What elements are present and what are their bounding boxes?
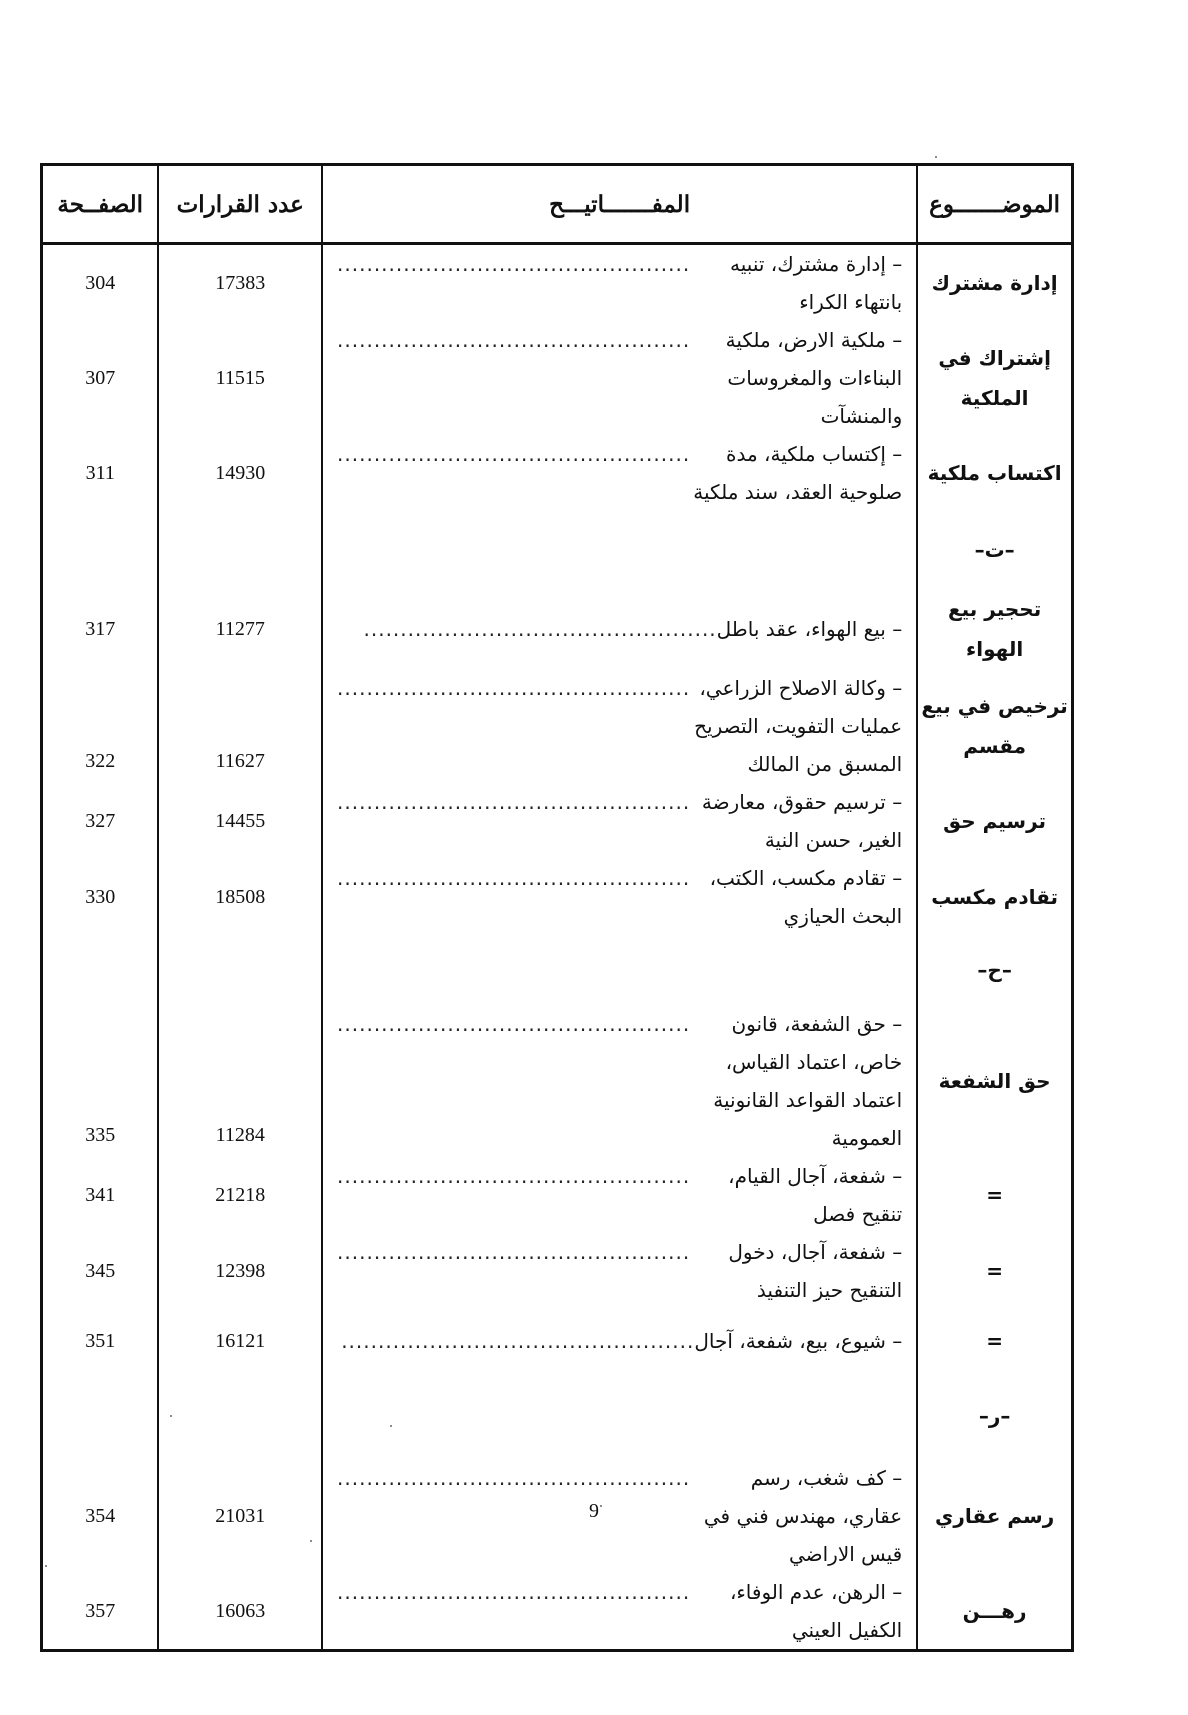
row-topic: رسم عقاري: [917, 1459, 1072, 1573]
leader-dots: ................................................: [337, 1466, 691, 1490]
scan-speck: [935, 156, 937, 158]
keywords-text: – ترسيم حقوق، معارضة الغير، حسن النية: [701, 790, 903, 852]
keywords-text: – شيوع، بيع، شفعة، آجال: [694, 1329, 903, 1353]
leader-dots: ................................................: [337, 1012, 691, 1036]
section-letter: –ر–: [917, 1373, 1072, 1459]
row-count: 11627: [158, 669, 322, 783]
row-keywords: [322, 1005, 917, 1157]
keywords-text: – وكالة الاصلاح الزراعي، عمليات التفويت، التصريح المسبق من المالك: [694, 676, 903, 776]
table-row: [42, 321, 1073, 435]
row-topic: تقادم مكسب: [917, 859, 1072, 935]
row-page: 304: [42, 244, 159, 322]
row-page: 317: [42, 589, 159, 669]
leader-dots: ................................................: [337, 1164, 691, 1188]
section-letter-row: [42, 1373, 1073, 1459]
row-page: 357: [42, 1573, 159, 1651]
row-page: 311: [42, 435, 159, 511]
keywords-text: – إدارة مشترك، تنبيه بانتهاء الكراء: [730, 252, 903, 314]
row-topic: رهـــن: [917, 1573, 1072, 1651]
row-keywords: [322, 589, 917, 669]
header-count: عدد القرارات: [158, 165, 322, 244]
row-keywords: [322, 859, 917, 935]
index-table: [40, 163, 1074, 1652]
row-keywords: [322, 244, 917, 322]
table-row: [42, 783, 1073, 859]
leader-dots: ................................................: [337, 328, 691, 352]
table-row: [42, 1233, 1073, 1309]
table-row: [42, 859, 1073, 935]
row-keywords: [322, 669, 917, 783]
row-count: 11515: [158, 321, 322, 435]
table-body: [42, 244, 1073, 1651]
row-topic: =: [917, 1309, 1072, 1373]
leader-dots: ................................................: [363, 617, 717, 641]
keywords-text: – ملكية الارض، ملكية البناءات والمغروسات والمنشآت: [725, 328, 903, 428]
scan-speck: [170, 1415, 172, 1417]
row-page: 354: [42, 1459, 159, 1573]
row-topic: حق الشفعة: [917, 1005, 1072, 1157]
keywords-text: – إكتساب ملكية، مدة صلوحية العقد، سند ملكية: [693, 442, 903, 504]
section-letter-row: [42, 511, 1073, 589]
row-count: 16063: [158, 1573, 322, 1651]
table-row: [42, 244, 1073, 322]
leader-dots: ................................................: [337, 866, 691, 890]
table-row: [42, 1157, 1073, 1233]
leader-dots: ................................................: [337, 252, 691, 276]
scan-speck: [600, 1505, 602, 1507]
row-page: 335: [42, 1005, 159, 1157]
section-letter: –ح–: [917, 935, 1072, 1005]
row-count: 11284: [158, 1005, 322, 1157]
table-row: [42, 589, 1073, 669]
scan-speck: [310, 1540, 312, 1542]
row-keywords: [322, 1573, 917, 1651]
table-row: [42, 669, 1073, 783]
scan-speck: [390, 1425, 392, 1427]
row-page: 322: [42, 669, 159, 783]
section-letter-row: [42, 935, 1073, 1005]
section-letter: –ت–: [917, 511, 1072, 589]
header-keywords: المفـــــــاتيـــح: [322, 165, 917, 244]
leader-dots: ................................................: [337, 790, 691, 814]
row-count: 18508: [158, 859, 322, 935]
row-keywords: [322, 783, 917, 859]
keywords-text: – الرهن، عدم الوفاء، الكفيل العيني: [729, 1580, 903, 1642]
row-topic: إشتراك في الملكية: [917, 321, 1072, 435]
row-count: 11277: [158, 589, 322, 669]
leader-dots: ................................................: [337, 1580, 691, 1604]
row-count: 17383: [158, 244, 322, 322]
row-topic: =: [917, 1233, 1072, 1309]
scan-speck: [45, 1565, 47, 1567]
row-keywords: [322, 1157, 917, 1233]
row-topic: تحجير بيع الهواء: [917, 589, 1072, 669]
row-page: 341: [42, 1157, 159, 1233]
keywords-text: – كف شغب، رسم عقاري، مهندس فني في قيس الاراضي: [703, 1466, 903, 1566]
row-topic: ترسيم حق: [917, 783, 1072, 859]
row-count: 21218: [158, 1157, 322, 1233]
header-topic: الموضـــــــوع: [917, 165, 1072, 244]
keywords-text: – شفعة، آجال، دخول التنقيح حيز التنفيذ: [728, 1240, 903, 1302]
table-row: [42, 435, 1073, 511]
leader-dots: ................................................: [341, 1329, 695, 1353]
row-topic: ترخيص في بيع مقسم: [917, 669, 1072, 783]
table-row: [42, 1005, 1073, 1157]
row-page: 330: [42, 859, 159, 935]
row-keywords: [322, 1233, 917, 1309]
row-page: 327: [42, 783, 159, 859]
row-count: 14455: [158, 783, 322, 859]
row-topic: إدارة مشترك: [917, 244, 1072, 322]
row-count: 12398: [158, 1233, 322, 1309]
row-topic: =: [917, 1157, 1072, 1233]
leader-dots: ................................................: [337, 442, 691, 466]
row-page: 345: [42, 1233, 159, 1309]
keywords-text: – تقادم مكسب، الكتب، البحث الحيازي: [709, 866, 903, 928]
keywords-text: – شفعة، آجال القيام، تنقيح فصل: [728, 1164, 903, 1226]
table-row: [42, 1573, 1073, 1651]
row-count: 21031: [158, 1459, 322, 1573]
row-page: 307: [42, 321, 159, 435]
leader-dots: ................................................: [337, 1240, 691, 1264]
row-count: 16121: [158, 1309, 322, 1373]
keywords-text: – بيع الهواء، عقد باطل: [716, 617, 903, 641]
page-number: 9: [589, 1500, 599, 1522]
row-keywords: [322, 435, 917, 511]
table-row: [42, 1309, 1073, 1373]
row-topic: اكتساب ملكية: [917, 435, 1072, 511]
row-keywords: [322, 1309, 917, 1373]
header-page: الصفــحة: [42, 165, 159, 244]
leader-dots: ................................................: [337, 676, 691, 700]
row-page: 351: [42, 1309, 159, 1373]
row-keywords: [322, 321, 917, 435]
table-header: [42, 165, 1073, 244]
keywords-text: – حق الشفعة، قانون خاص، اعتماد القياس، اعتماد القواعد القانونية العمومية: [713, 1012, 903, 1150]
row-count: 14930: [158, 435, 322, 511]
